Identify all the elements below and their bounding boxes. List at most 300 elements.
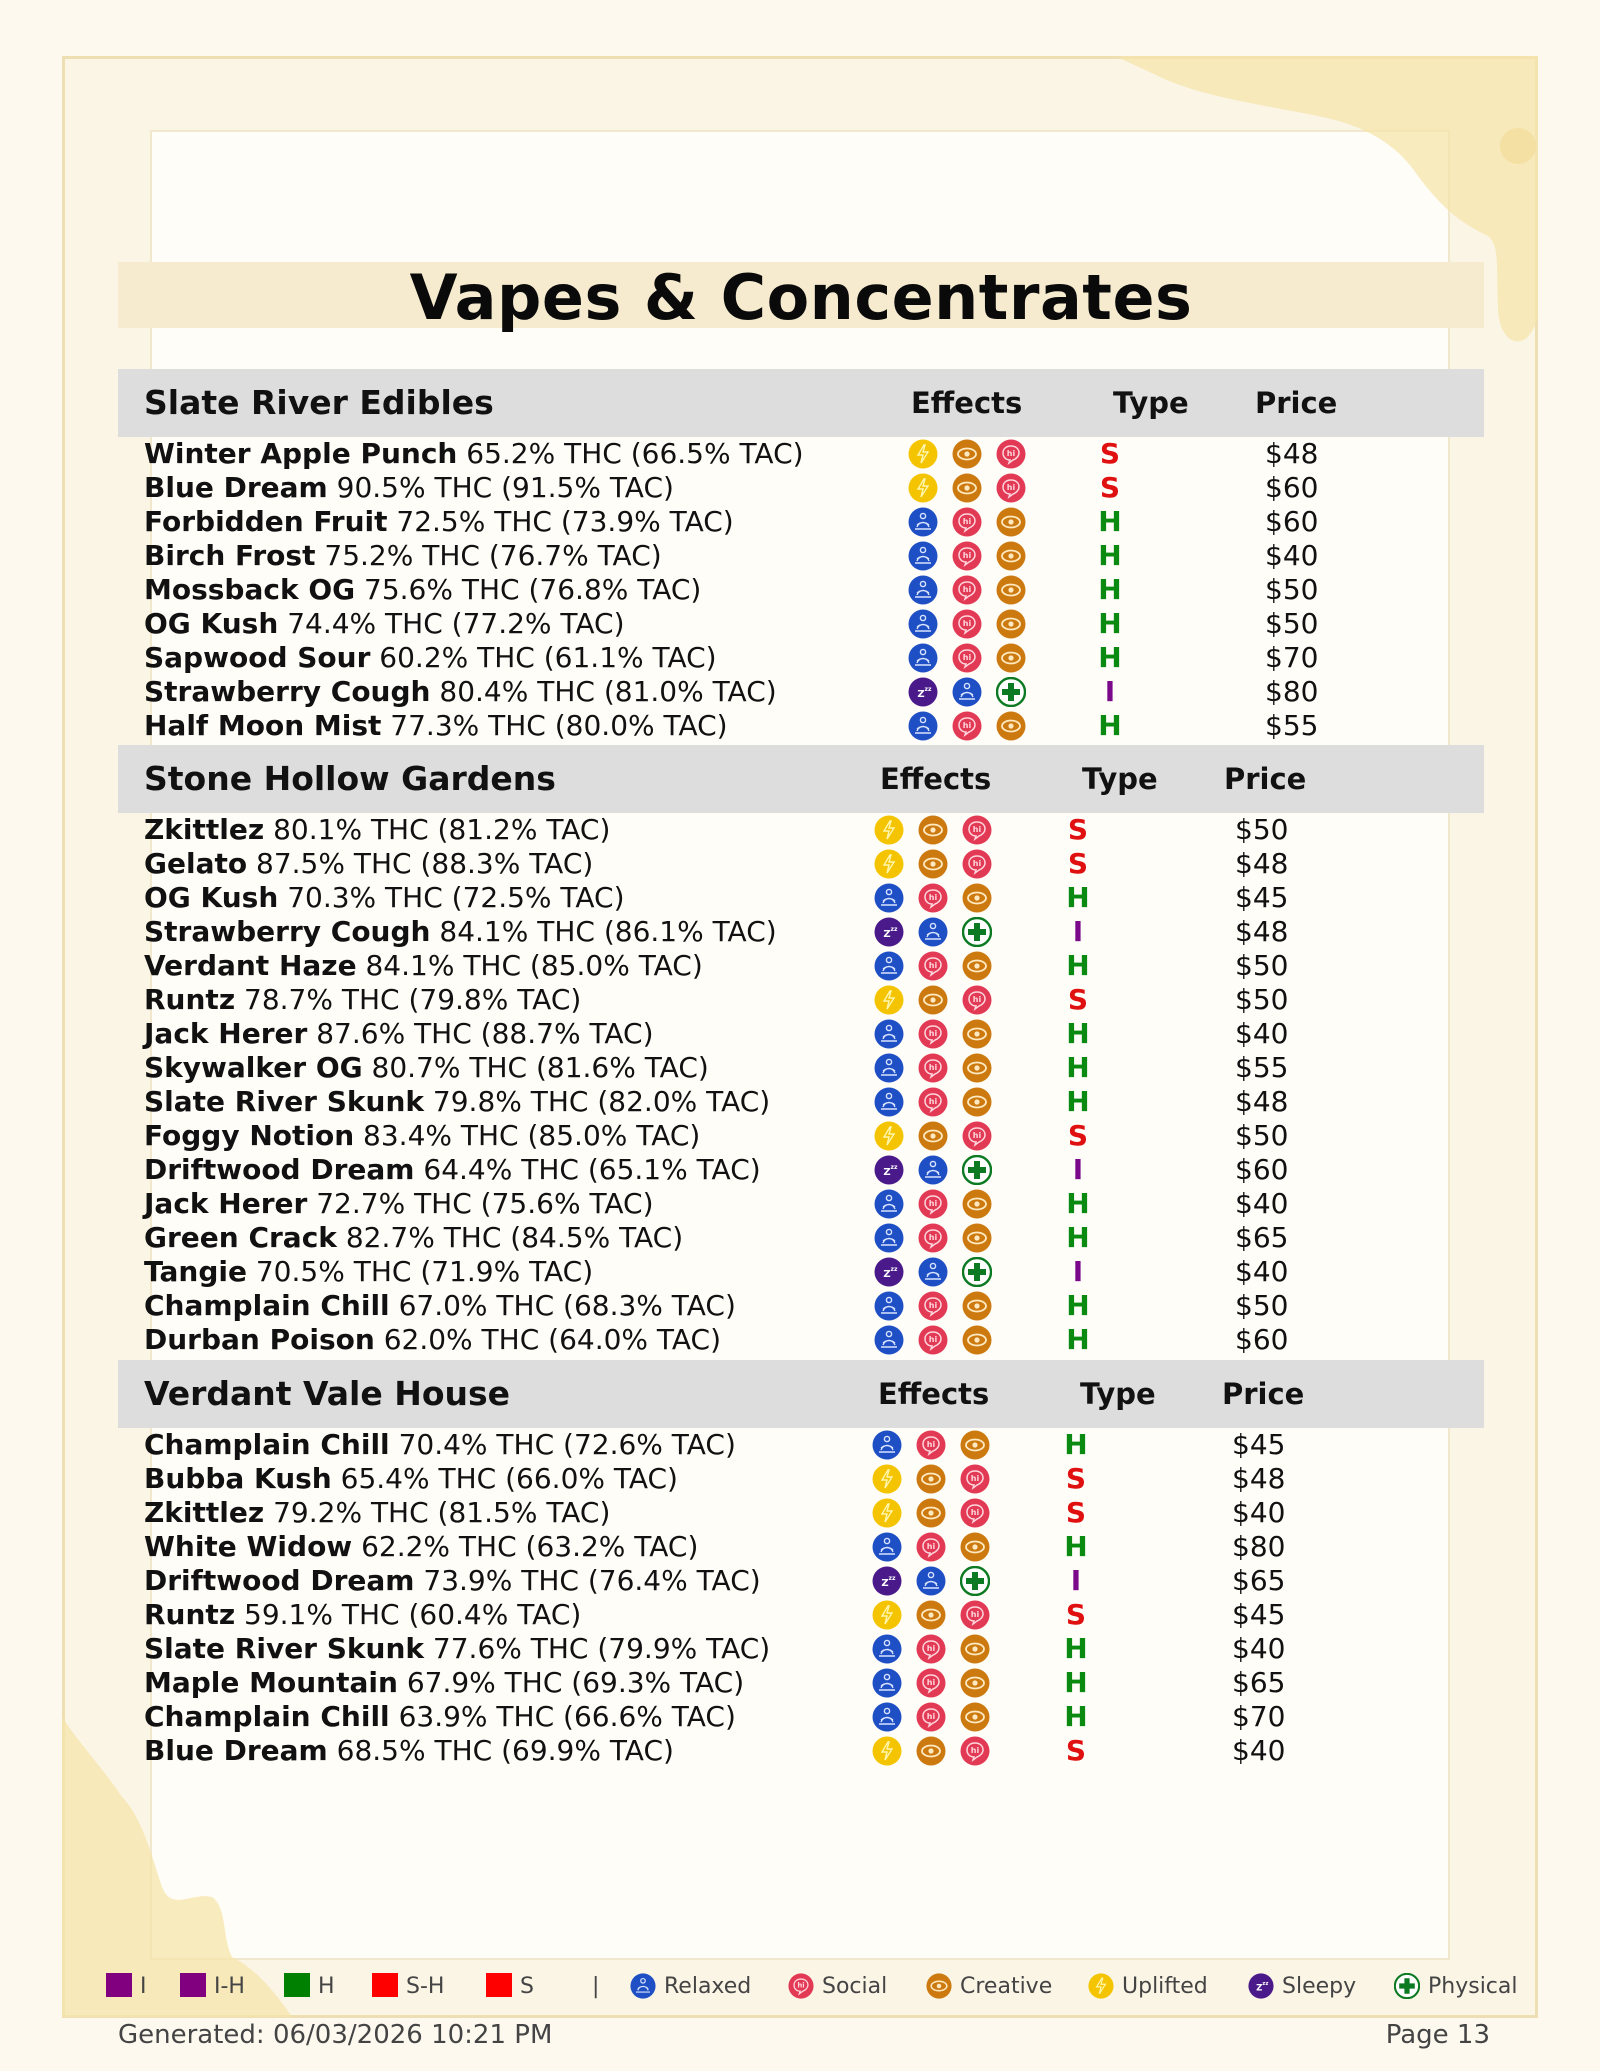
product-row [118,1119,1484,1153]
product-row [118,1051,1484,1085]
product-row [118,847,1484,881]
svg-text:zz: zz [890,1266,898,1273]
product-label [144,1085,770,1119]
social-icon [952,507,982,537]
social-icon [962,1121,992,1151]
uplifted-icon [908,439,938,469]
relaxed-icon [908,575,938,605]
creative-icon [962,1223,992,1253]
product-potency: 83.4% THC (85.0% TAC) [363,1119,701,1152]
effects-icons [874,1325,992,1355]
product-potency: 68.5% THC (69.9% TAC) [336,1734,674,1767]
strain-type: S [1099,437,1121,470]
product-potency: 73.9% THC (76.4% TAC) [423,1564,761,1597]
strain-type: H [1066,881,1090,914]
product-label [144,1187,654,1221]
legend-effect-item [1088,1970,1208,2004]
svg-text:hi: hi [970,1474,980,1483]
product-potency: 70.5% THC (71.9% TAC) [255,1255,594,1288]
product-price: $48 [1265,437,1319,470]
creative-icon [996,643,1026,673]
physical-icon [996,677,1026,707]
legend-effect-item [630,1970,751,2004]
physical-icon [962,917,992,947]
product-name: Champlain Chill [144,1700,390,1733]
product-row [118,915,1484,949]
social-icon [960,1736,990,1766]
product-row [118,1598,1484,1632]
creative-icon [962,1053,992,1083]
product-label [144,471,674,505]
product-potency: 79.8% THC (82.0% TAC) [432,1085,771,1118]
product-name: Skywalker OG [144,1051,363,1084]
creative-icon [918,815,948,845]
product-row [118,641,1484,675]
creative-icon [996,609,1026,639]
product-row [118,1255,1484,1289]
product-row [118,1153,1484,1187]
product-row [118,1221,1484,1255]
svg-text:hi: hi [928,1199,938,1208]
product-name: Zkittlez [144,813,265,846]
strain-type: H [1066,1085,1090,1118]
product-label [144,573,701,607]
product-name: Gelato [144,847,248,880]
price-column-header: Price [1224,762,1307,796]
product-label [144,437,804,471]
effects-icons [872,1600,990,1630]
product-row [118,881,1484,915]
svg-text:hi: hi [962,585,972,594]
legend-type-label: I-H [214,1974,245,1999]
relaxed-icon [872,1532,902,1562]
product-price: $40 [1235,1017,1289,1050]
sleepy-icon [874,917,904,947]
product-row [118,709,1484,743]
relaxed-icon [908,643,938,673]
svg-text:Z: Z [917,689,925,700]
svg-text:hi: hi [928,1029,938,1038]
svg-text:hi: hi [928,1233,938,1242]
creative-icon [962,1019,992,1049]
svg-text:hi: hi [962,721,972,730]
product-name: Birch Frost [144,539,316,572]
social-icon [918,1019,948,1049]
strain-type: I [1104,675,1116,708]
effects-icons [874,1223,992,1253]
strain-type: S [1065,1462,1087,1495]
creative-icon [960,1702,990,1732]
effects-column-header: Effects [878,1377,990,1411]
effects-icons [908,643,1026,673]
product-row [118,949,1484,983]
strain-type: I [1072,1153,1084,1186]
relaxed-icon [908,507,938,537]
relaxed-icon [874,1189,904,1219]
social-icon [918,1189,948,1219]
effects-icons [874,1019,992,1049]
strain-type: H [1066,949,1090,982]
product-label [144,915,777,949]
product-list [118,1428,1484,1768]
product-price: $40 [1235,1187,1289,1220]
product-name: Foggy Notion [144,1119,355,1152]
sleepy-icon [874,1155,904,1185]
strain-type: I [1072,915,1084,948]
svg-text:hi: hi [928,893,938,902]
product-row [118,1085,1484,1119]
product-price: $60 [1235,1153,1289,1186]
uplifted-icon [872,1464,902,1494]
social-icon [916,1702,946,1732]
product-name: Winter Apple Punch [144,437,458,470]
legend-type-label: H [318,1974,335,1999]
svg-text:hi: hi [928,1301,938,1310]
effects-icons [908,507,1026,537]
product-label [144,1666,744,1700]
legend-effect-item [926,1970,1052,2004]
legend-type-label: S [520,1974,534,1999]
effects-icons [872,1532,990,1562]
product-potency: 79.2% THC (81.5% TAC) [273,1496,611,1529]
section-header [118,1360,1484,1428]
strain-type: S [1065,1598,1087,1631]
strain-type: H [1064,1428,1088,1461]
product-label [144,675,777,709]
menu-section [118,745,1484,1357]
creative-icon [916,1736,946,1766]
product-name: Maple Mountain [144,1666,398,1699]
creative-icon [916,1498,946,1528]
product-name: Jack Herer [144,1187,308,1220]
product-potency: 84.1% THC (86.1% TAC) [439,915,777,948]
svg-text:hi: hi [972,859,982,868]
effects-icons [872,1464,990,1494]
relaxed-icon [874,883,904,913]
strain-type: H [1066,1017,1090,1050]
creative-icon [926,1973,952,1999]
product-row [118,471,1484,505]
product-list [118,437,1484,743]
product-row [118,675,1484,709]
social-icon [996,473,1026,503]
relaxed-icon [908,609,938,639]
product-row [118,1289,1484,1323]
relaxed-icon [874,1291,904,1321]
product-label [144,1462,678,1496]
effects-icons [874,1189,992,1219]
uplifted-icon [908,473,938,503]
product-row [118,1323,1484,1357]
product-price: $70 [1265,641,1319,674]
price-column-header: Price [1255,386,1338,420]
effects-icons [874,1291,992,1321]
effects-icons [874,1257,992,1287]
svg-text:zz: zz [890,1164,898,1171]
social-icon [918,951,948,981]
svg-text:hi: hi [926,1440,936,1449]
effects-icons [908,473,1026,503]
product-price: $45 [1232,1428,1286,1461]
creative-icon [960,1668,990,1698]
section-title: Verdant Vale House [144,1374,511,1413]
type-column-header: Type [1080,1377,1156,1411]
strain-type: H [1064,1700,1088,1733]
social-icon [952,711,982,741]
strain-type: H [1066,1187,1090,1220]
legend-color-swatch [372,1973,398,1997]
sleepy-icon [908,677,938,707]
product-label [144,1153,761,1187]
effects-icons [872,1634,990,1664]
social-icon [962,815,992,845]
price-column-header: Price [1222,1377,1305,1411]
product-label [144,1700,736,1734]
product-label [144,983,581,1017]
svg-text:hi: hi [928,1063,938,1072]
legend-effect-label: Uplifted [1122,1974,1208,1999]
svg-text:zz: zz [890,926,898,933]
svg-text:hi: hi [928,961,938,970]
product-potency: 82.7% THC (84.5% TAC) [345,1221,684,1254]
relaxed-icon [874,1019,904,1049]
legend-type-label: I [140,1974,147,1999]
sleepy-icon [1248,1973,1274,1999]
relaxed-icon [918,917,948,947]
effects-icons [874,917,992,947]
svg-text:Z: Z [881,1578,889,1589]
creative-icon [962,883,992,913]
effects-icons [908,541,1026,571]
product-row [118,607,1484,641]
creative-icon [918,849,948,879]
product-name: Half Moon Mist [144,709,382,742]
svg-text:zz: zz [888,1575,896,1582]
product-label [144,813,610,847]
strain-type: H [1064,1632,1088,1665]
product-label [144,1289,736,1323]
product-name: Champlain Chill [144,1428,390,1461]
svg-text:hi: hi [970,1610,980,1619]
uplifted-icon [874,985,904,1015]
creative-icon [996,507,1026,537]
social-icon [918,1223,948,1253]
creative-icon [960,1634,990,1664]
product-label [144,1051,709,1085]
creative-icon [918,985,948,1015]
section-header [118,745,1484,813]
product-list [118,813,1484,1357]
product-name: Green Crack [144,1221,337,1254]
product-potency: 75.6% THC (76.8% TAC) [364,573,702,606]
legend-separator: | [592,1974,600,1999]
svg-text:hi: hi [926,1644,936,1653]
product-row [118,1734,1484,1768]
product-potency: 78.7% THC (79.8% TAC) [244,983,582,1016]
product-name: Zkittlez [144,1496,265,1529]
product-potency: 70.3% THC (72.5% TAC) [287,881,625,914]
social-icon [788,1973,814,1999]
social-icon [960,1498,990,1528]
effects-icons [874,951,992,981]
product-name: Blue Dream [144,1734,328,1767]
creative-icon [916,1600,946,1630]
uplifted-icon [872,1498,902,1528]
strain-type: H [1064,1530,1088,1563]
strain-type: S [1067,847,1089,880]
product-row [118,1564,1484,1598]
product-name: Strawberry Cough [144,675,431,708]
social-icon [916,1634,946,1664]
product-label [144,641,717,675]
product-price: $50 [1235,1119,1289,1152]
product-price: $50 [1235,983,1289,1016]
creative-icon [962,951,992,981]
effects-icons [874,985,992,1015]
product-name: Driftwood Dream [144,1564,415,1597]
svg-text:Z: Z [1256,1983,1263,1994]
sleepy-icon [872,1566,902,1596]
svg-text:hi: hi [962,551,972,560]
svg-text:hi: hi [1006,483,1016,492]
product-row [118,1700,1484,1734]
product-name: Jack Herer [144,1017,308,1050]
product-price: $48 [1235,915,1289,948]
product-potency: 80.7% THC (81.6% TAC) [371,1051,709,1084]
product-label [144,1017,654,1051]
product-price: $50 [1265,607,1319,640]
product-name: Runtz [144,983,236,1016]
legend-effect-label: Physical [1428,1974,1518,1999]
relaxed-icon [908,541,938,571]
product-row [118,1462,1484,1496]
product-price: $80 [1265,675,1319,708]
creative-icon [962,1087,992,1117]
effects-icons [874,1155,992,1185]
strain-type: H [1066,1289,1090,1322]
physical-icon [962,1155,992,1185]
uplifted-icon [874,815,904,845]
strain-type: H [1098,709,1122,742]
product-label [144,847,593,881]
product-price: $55 [1235,1051,1289,1084]
product-row [118,505,1484,539]
creative-icon [952,439,982,469]
strain-type: H [1066,1221,1090,1254]
relaxed-icon [874,951,904,981]
strain-type: S [1067,1119,1089,1152]
product-label [144,949,703,983]
product-potency: 65.4% THC (66.0% TAC) [340,1462,678,1495]
product-name: Blue Dream [144,471,328,504]
creative-icon [962,1325,992,1355]
product-price: $65 [1232,1666,1286,1699]
legend-effect-item [1394,1970,1518,2004]
effects-icons [874,1121,992,1151]
svg-text:hi: hi [972,995,982,1004]
legend-effect-label: Creative [960,1974,1053,1999]
relaxed-icon [918,1155,948,1185]
strain-type: I [1072,1255,1084,1288]
uplifted-icon [872,1600,902,1630]
svg-text:hi: hi [797,1981,805,1990]
effects-column-header: Effects [911,386,1023,420]
legend-effect-item [788,1970,887,2004]
strain-type: I [1070,1564,1082,1597]
strain-type: H [1098,573,1122,606]
strain-type: H [1098,641,1122,674]
product-price: $65 [1232,1564,1286,1597]
product-potency: 77.6% THC (79.9% TAC) [432,1632,771,1665]
strain-type: S [1065,1496,1087,1529]
legend-effect-label: Sleepy [1282,1974,1357,1999]
product-row [118,1187,1484,1221]
product-name: OG Kush [144,881,279,914]
svg-text:hi: hi [962,517,972,526]
product-potency: 60.2% THC (61.1% TAC) [379,641,717,674]
product-potency: 59.1% THC (60.4% TAC) [244,1598,582,1631]
product-label [144,1564,761,1598]
physical-icon [1394,1973,1420,1999]
product-row [118,1496,1484,1530]
relaxed-icon [874,1325,904,1355]
legend-type-item [486,1970,534,2004]
creative-icon [996,711,1026,741]
social-icon [960,1600,990,1630]
product-potency: 72.7% THC (75.6% TAC) [316,1187,654,1220]
product-label [144,539,662,573]
effects-icons [872,1736,990,1766]
product-potency: 80.1% THC (81.2% TAC) [273,813,611,846]
product-label [144,1530,698,1564]
social-icon [916,1532,946,1562]
product-row [118,573,1484,607]
legend-color-swatch [284,1973,310,1997]
product-price: $48 [1235,1085,1289,1118]
social-icon [916,1668,946,1698]
product-label [144,1496,610,1530]
product-price: $48 [1235,847,1289,880]
product-name: Forbidden Fruit [144,505,388,538]
relaxed-icon [908,711,938,741]
svg-text:zz: zz [1262,1981,1269,1988]
effects-icons [908,575,1026,605]
legend-color-swatch [106,1973,132,1997]
product-price: $65 [1235,1221,1289,1254]
effects-icons [908,609,1026,639]
product-price: $48 [1232,1462,1286,1495]
uplifted-icon [872,1736,902,1766]
relaxed-icon [872,1634,902,1664]
product-price: $50 [1235,813,1289,846]
legend-type-item [284,1970,335,2004]
product-name: Strawberry Cough [144,915,431,948]
svg-text:Z: Z [883,929,891,940]
product-label [144,505,734,539]
product-price: $40 [1232,1632,1286,1665]
product-potency: 90.5% THC (91.5% TAC) [336,471,674,504]
product-price: $40 [1232,1496,1286,1529]
relaxed-icon [872,1668,902,1698]
product-potency: 64.4% THC (65.1% TAC) [423,1153,761,1186]
product-price: $50 [1235,949,1289,982]
product-potency: 65.2% THC (66.5% TAC) [466,437,804,470]
svg-text:hi: hi [972,825,982,834]
strain-type: S [1065,1734,1087,1767]
social-icon [918,1291,948,1321]
creative-icon [962,1291,992,1321]
section-title: Slate River Edibles [144,383,494,422]
